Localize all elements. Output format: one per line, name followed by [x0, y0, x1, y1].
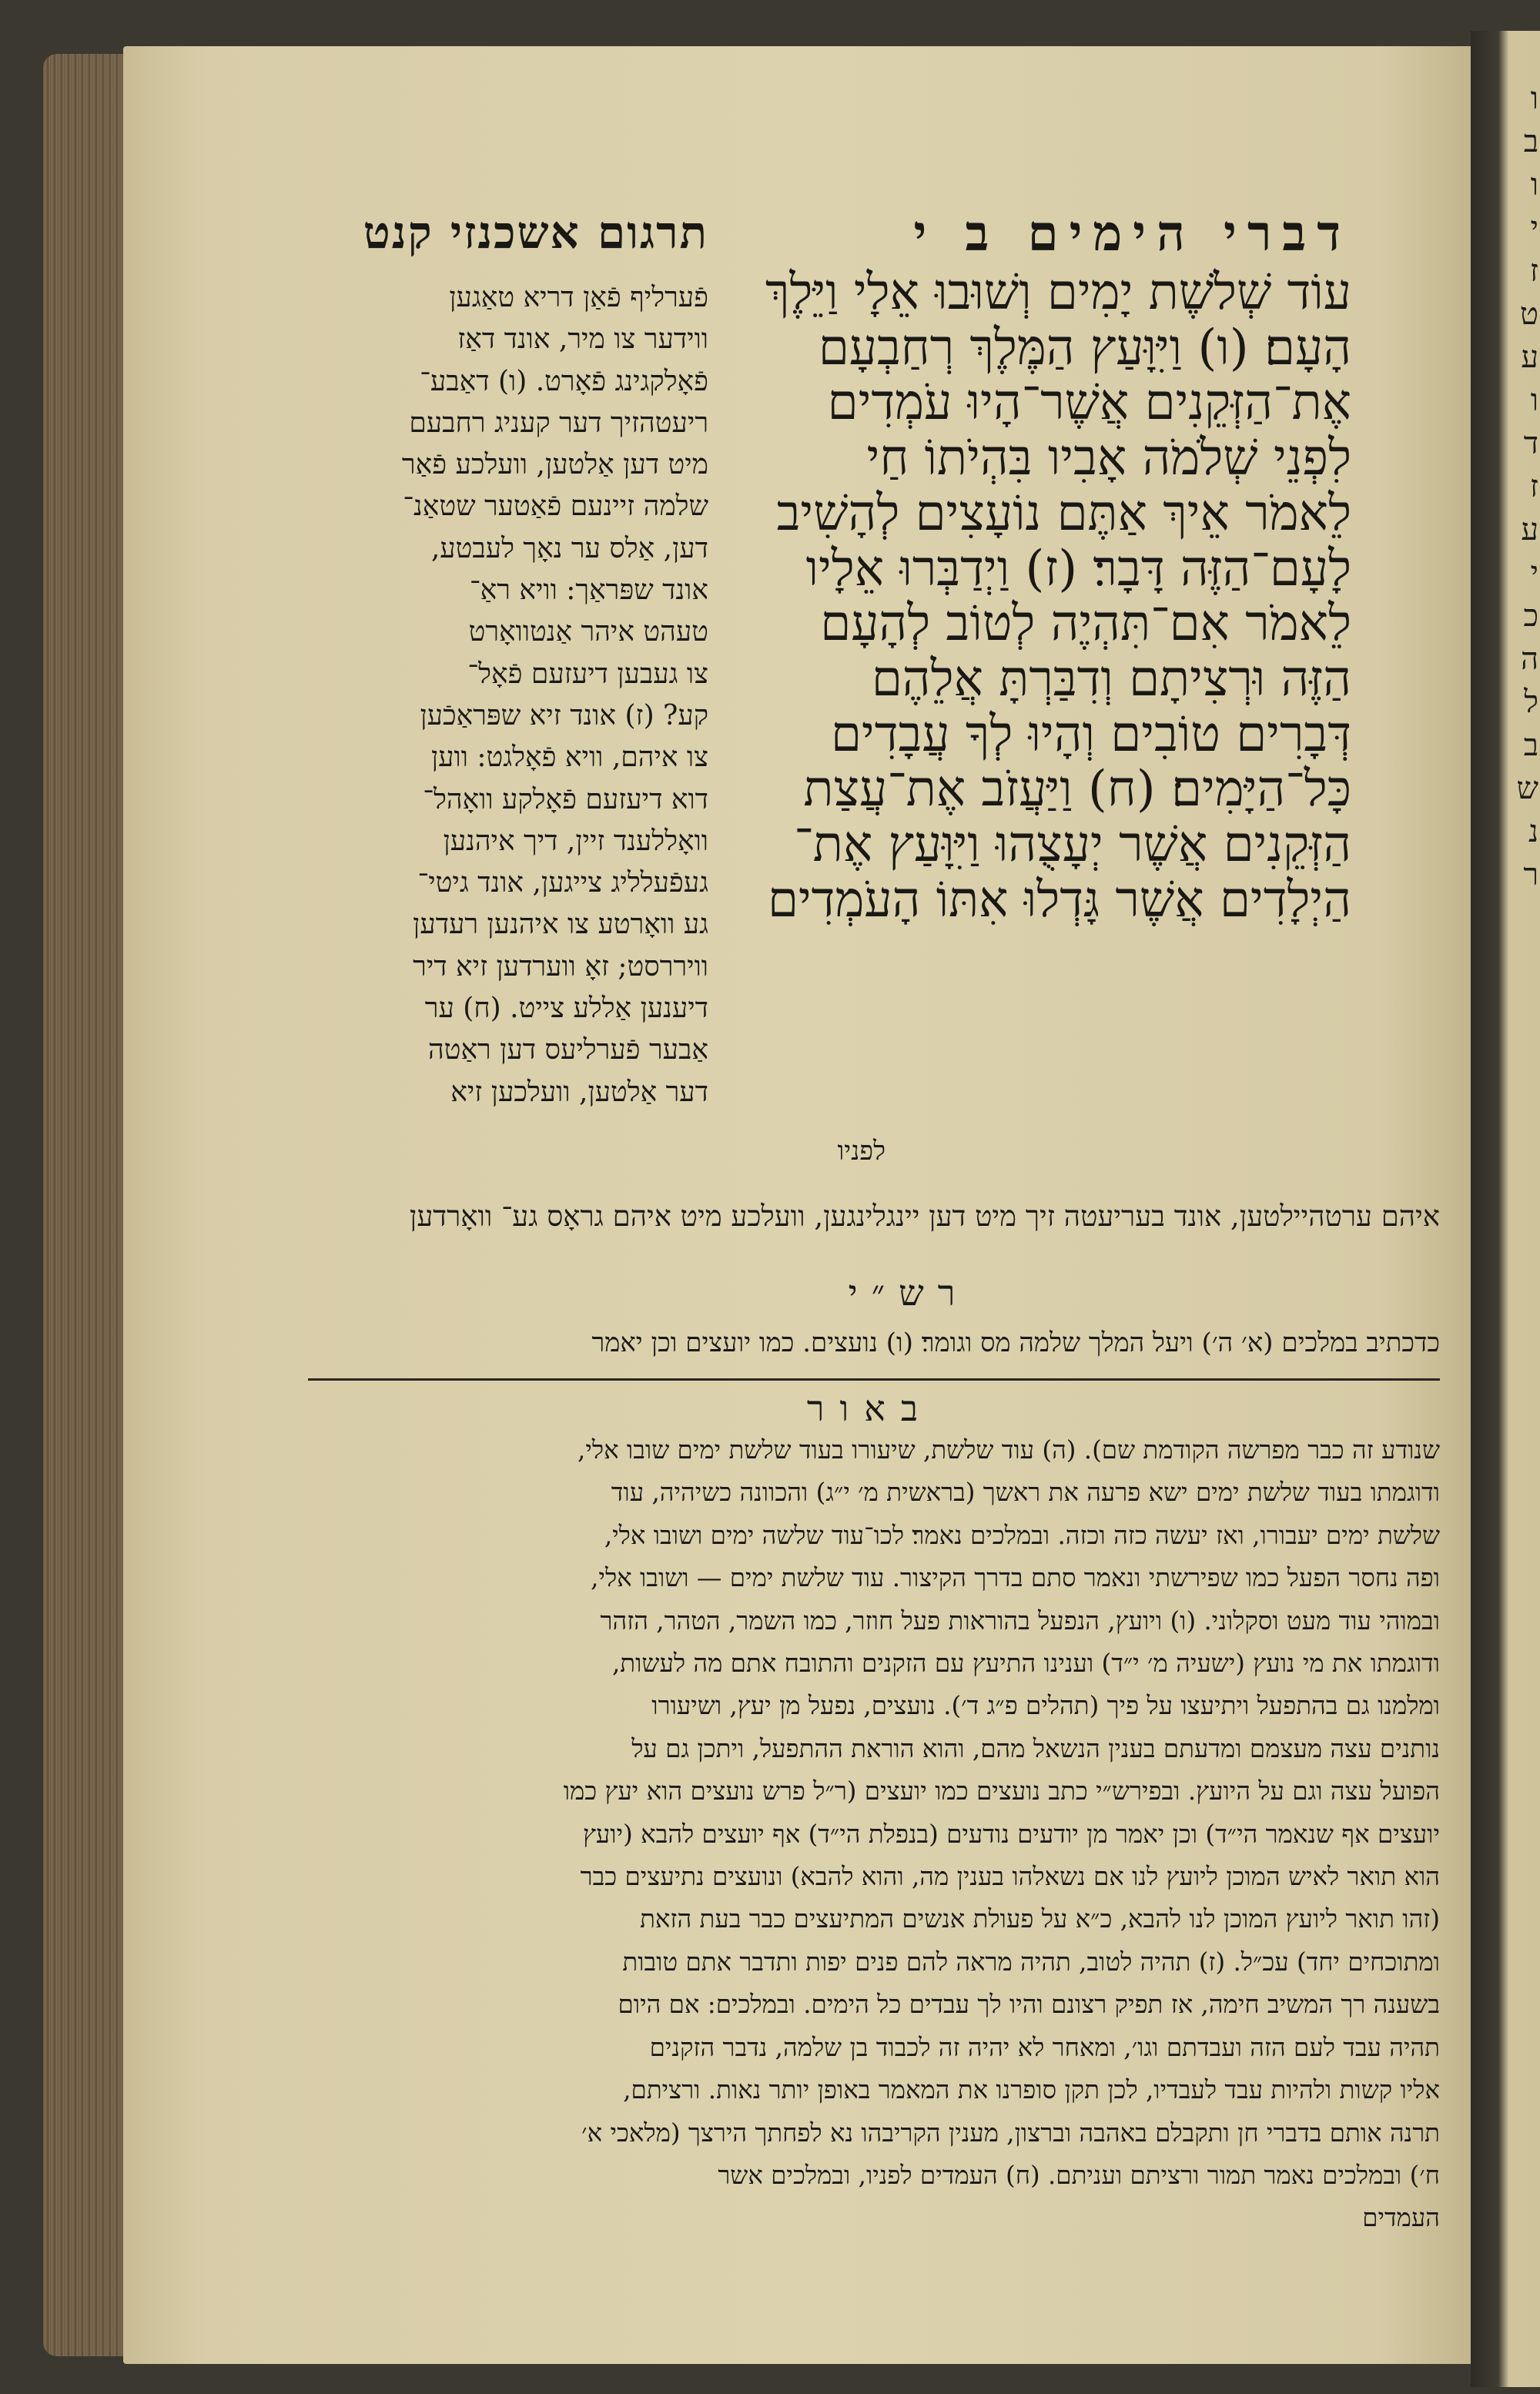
- translation-line: אַבער פֿערליעס דען ראַטה: [428, 1034, 708, 1066]
- biur-line: הפועל עצה וגם על היועץ. ובפירש״י כתב נועצים כמו יועצים (ר״ל פרש נועצים הוא יעץ כמו: [563, 1776, 1440, 1806]
- translation-line: צו איהם, וויא פֿאָלגט: ווען: [431, 742, 708, 774]
- translation-column: [308, 277, 708, 1113]
- translation-line: דוא דיעזעם פֿאָלקע וואָהל־: [423, 783, 708, 815]
- verse-line: הַיְלָדִים אֲשֶׁר גָּדְלוּ אִתּוֹ הָעֹמְדִים: [767, 871, 1351, 929]
- book-page-edges: [43, 54, 128, 2356]
- translation-line: טעהט איהר אַנטוואָרט: [468, 616, 708, 648]
- verse-line: הַזֶּה וּרְצִיתָם וְדִבַּרְתָּ אֲלֵהֶם: [871, 650, 1351, 708]
- verse-column: [735, 266, 1351, 928]
- biur-line: הוא תואר לאיש המוכן ליועץ לנו אם נשאלהו בענין מה, והוא להבא) ונועצים נתיעצים כבר: [580, 1862, 1440, 1892]
- verse-line: לִפְנֵי שְׁלֹמֹה אָבִיו בִּהְיֹתוֹ חַי: [866, 430, 1351, 487]
- biur-line: אליו קשות ולהיות עבד לעבדיו, לכן תקן סופרנו את המאמר באופן יותר נאות. ורציתם,: [623, 2075, 1440, 2105]
- verse-line: לֵאמֹר אִם־תִּהְיֶה לְטוֹב לְהָעָם: [820, 595, 1351, 653]
- running-head-title: דברי הימים ב י: [913, 205, 1351, 263]
- translation-continuation: איהם ערטהיילטען, אונד בעריעטה זיך מיט דען יינגלינגען, וועלכע מיט איהם גראָס גע־ וואָרדען: [409, 1200, 1440, 1233]
- translation-line: פֿערליף פֿאַן דריא טאַגען: [449, 282, 708, 313]
- rashi-commentary: כדכתיב במלכים (א׳ ה׳) ויעל המלך שלמה מס וגומר׃ (ו) נועצים. כמו יועצים וכן יאמר: [591, 1328, 1440, 1358]
- biur-line: שנודע זה כבר מפרשה הקודמת שם). (ה) עוד שלשת, שיעורו בעוד שלשת ימים שובו אלי,: [578, 1435, 1440, 1465]
- biur-line: ודוגמתו בעוד שלשת ימים ישא פרעה את ראשך (בראשית מ׳ י״ג) והכוונה כשיהיה, עוד: [611, 1478, 1440, 1508]
- biur-line: (זהו תואר ליועץ המוכן לנו להבא, כ״א על פעולת אנשים המתיעצים כבר בעת הזאת: [640, 1904, 1440, 1934]
- translation-line: דיענען אַללע צייט. (ח) ער: [424, 993, 708, 1025]
- verse-line: הַזְּקֵנִים אֲשֶׁר יְעָצֻהוּ וַיִּוָּעַץ אֶת־: [794, 816, 1351, 874]
- biur-line: תהיה עבד לעם הזה ועבדתם וגו׳, ומאחר לא יהיה זה לכבוד בן שלמה, נדבר הזקנים: [649, 2032, 1440, 2062]
- verse-line: אֶת־הַזְּקֵנִים אֲשֶׁר־הָיוּ עֹמְדִים: [827, 374, 1351, 432]
- biur-commentary: [308, 1429, 1440, 2240]
- verse-line: לֵאמֹר אֵיךְ אַתֶּם נוֹעָצִים לְהָשִׁיב: [776, 484, 1351, 542]
- rashi-heading: רש״י: [848, 1272, 969, 1314]
- section-divider: [308, 1378, 1440, 1381]
- facing-page-fragment: ו ב ו י ז ט ע ו ד ז ע י כ ה ל ב ש נ ר: [1516, 81, 1538, 892]
- translation-column-title: תרגום אשכנזי קנט: [363, 206, 708, 259]
- biur-line: ודוגמתו את מי נועץ (ישעיה מ׳ י״ד) וענינו התיעץ עם הזקנים והתובח אתם מה לעשות,: [611, 1649, 1440, 1679]
- biur-line: נותנים עצה מעצמם ומדעתם בענין הנשאל מהם, והוא הוראת ההתפעל, ויתכן גם על: [631, 1733, 1440, 1763]
- translation-line: אונד שפּראַך: וויא ראַ־: [469, 574, 708, 607]
- translation-line: פֿאָלקגינג פֿאָרט. (ו) דאַבע־: [420, 365, 708, 397]
- translation-line: קע? (ז) אונד זיא שפּראַכֿען: [420, 699, 708, 732]
- biur-line: ומתוכחים יחד) עכ״ל. (ז) תהיה לטוב, תהיה מראה להם פנים יפות ותדבר אתם טובות: [622, 1947, 1440, 1977]
- translation-line: מיט דען אַלטען, וועלכע פֿאַר: [401, 449, 708, 481]
- biur-line: ובמוהי עוד מעט וסקלוני. (ו) ויועץ, הנפעל בהוראות פעל חוזר, כמו השמר, הטהר, הזהר: [600, 1605, 1440, 1636]
- translation-line: דער אַלטען, וועלכען זיא: [450, 1076, 708, 1108]
- translation-line: ווידער צו מיר, אונד דאַז: [457, 323, 708, 356]
- biur-line: ומלמנו גם בהתפעל ויתיעצו על פיך (תהלים פ״ג ד׳). נועצים, נפעל מן יעץ, ושיעורו: [651, 1691, 1440, 1721]
- catchword: לפניו: [837, 1136, 886, 1167]
- verse-line: לָעָם־הַזֶּה דָּבָר׃ (ז) וַיְדַבְּרוּ אֵלָיו: [805, 540, 1351, 598]
- translation-line: צו געבען דיעזעם פֿאָל־: [467, 658, 708, 690]
- biur-line: יועצים אף שנאמר הי״ד) וכן יאמר מן יודעים נודעים (בנפלת הי״ד) אף יועצים להבא (יועץ: [582, 1819, 1440, 1849]
- translation-line: וואָללענד זיין, דיך איהנען: [443, 825, 708, 857]
- translation-line: שלמה זיינעם פֿאַטער שטאַנ־: [403, 491, 708, 523]
- verse-line: דְּבָרִים טוֹבִים וְהָיוּ לְךָ עֲבָדִים: [830, 705, 1351, 763]
- biur-line: שלשת ימים יעבורו, ואז יעשה כזה וכזה. ובמלכים נאמר׃ לכו־עוד שלשה ימים ושובו אלי,: [604, 1520, 1440, 1550]
- translation-line: געפֿעלליג צייגען, אונד גיטי־: [417, 867, 708, 899]
- translation-line: ריעטהזיך דער קעניג רחבעם: [409, 407, 708, 439]
- translation-line: דען, אַלס ער נאָך לעבטע,: [430, 532, 708, 564]
- translation-line: וויררסט; זאָ ווערדען זיא דיר: [413, 950, 708, 983]
- biur-line: תרנה אותם בדברי חן ותקבלם באהבה וברצון, מענין הקריבהו נא לפחתך הירצך (מלאכי א׳: [581, 2118, 1440, 2148]
- verse-line: כָּל־הַיָּמִים׃ (ח) וַיַּעֲזֹב אֶת־עֲצַת: [803, 761, 1351, 819]
- biur-line: העמדים: [1362, 2203, 1440, 2233]
- biur-heading: באור: [806, 1388, 934, 1429]
- biur-line: בשענה רך המשיב חימה, אז תפיק רצונם והיו לך עבדים כל הימים. ובמלכים: אם היום: [618, 1990, 1440, 2020]
- verse-line: הָעָם׃ (ו) וַיִּוָּעַץ הַמֶּלֶךְ רְחַבְעָם: [818, 319, 1351, 377]
- translation-line: גע וואָרטע צו איהנען רעדען: [413, 909, 708, 941]
- biur-line: ח׳) ובמלכים נאמר תמור ורציתם ועניתם. (ח) העמדים לפניו, ובמלכים אשר: [718, 2160, 1440, 2190]
- verse-line: עוֹד שְׁלֹשֶׁת יָמִים וְשׁוּבוּ אֵלָי וַיֵּלֶךְ: [765, 264, 1351, 321]
- biur-line: ופה נחסר הפעל כמו שפירשתי ונאמר סתם בדרך הקיצור. עוד שלשת ימים — ושובו אלי,: [591, 1563, 1440, 1593]
